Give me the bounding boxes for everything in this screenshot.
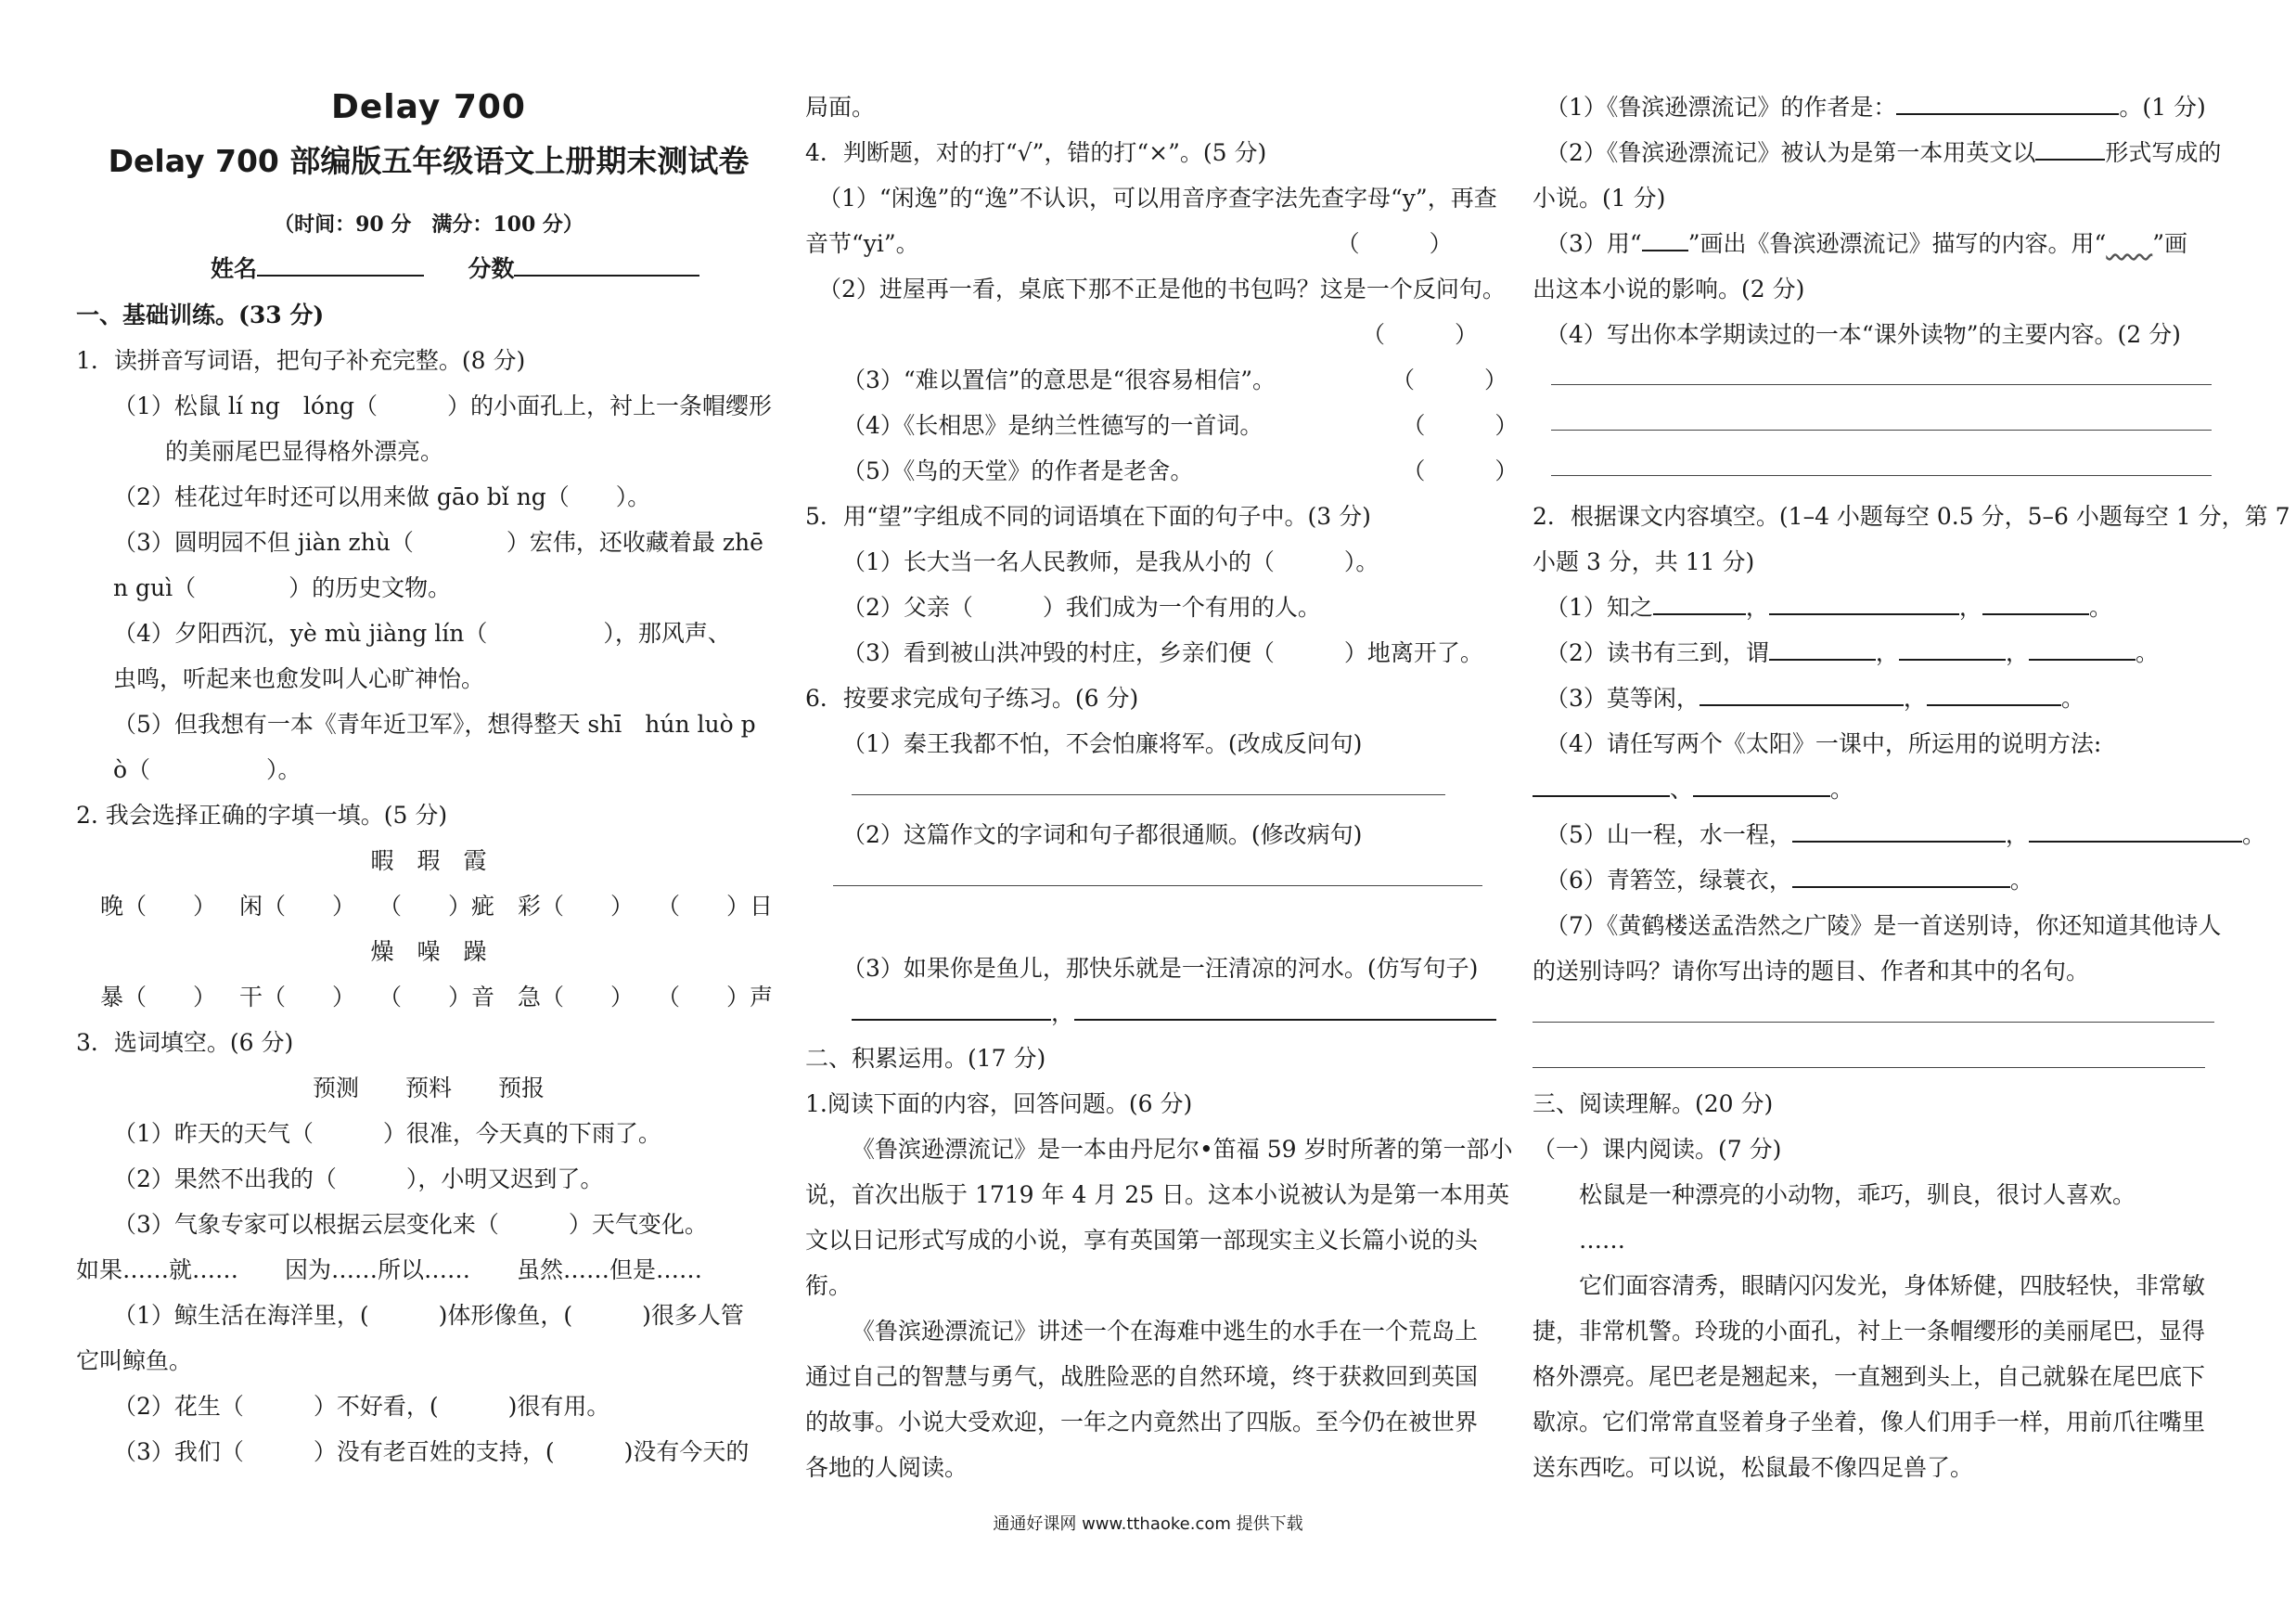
fill-q2: （2）读书有三到，谓 ， ， 。	[1546, 637, 2159, 670]
char-blank: 晚（ ）	[100, 893, 217, 920]
page-title: Delay 700	[331, 88, 526, 126]
answer-line[interactable]	[1551, 384, 2212, 385]
q4-item-2-answer[interactable]: （ ）	[1362, 321, 1479, 348]
q3b-item-1: （1）鲸生活在海洋里，( )体形像鱼，( )很多人管	[113, 1302, 744, 1329]
reading-q3-cont: 出这本小说的影响。(2 分)	[1533, 276, 1805, 303]
q6-item-3-answer: ，	[852, 997, 1496, 1030]
q4-item-4: （4）《长相思》是纳兰性德写的一首词。 （ ）	[842, 412, 1519, 439]
q6-answer-line-1[interactable]	[852, 794, 1445, 795]
passage-1-line-4: 衔。	[805, 1272, 853, 1299]
fill-blank[interactable]	[1769, 637, 1876, 661]
q1-item-1: （1）松鼠 lí ng lóng（ ）的小面孔上，衬上一条帽缨形	[113, 393, 773, 419]
score-field[interactable]	[514, 252, 699, 277]
q5-item-1: （1）长大当一名人民教师，是我从小的（ ）。	[842, 548, 1379, 575]
question-1-heading: 1．读拼音写词语，把句子补充完整。(8 分)	[76, 347, 526, 374]
answer-line[interactable]	[1533, 1067, 2205, 1068]
fill-q3: （3）莫等闲， ， 。	[1546, 682, 2084, 715]
fill-blank[interactable]	[1792, 818, 2006, 843]
question-6-heading: 6．按要求完成句子练习。(6 分)	[805, 685, 1139, 712]
fill-blank[interactable]	[1769, 591, 1959, 615]
char-blank: 干（ ）	[239, 984, 356, 1011]
exam-title: Delay 700 部编版五年级语文上册期末测试卷	[108, 143, 750, 179]
char-blank: 彩（ ）	[518, 893, 635, 920]
q4-item-1: （1）“闲逸”的“逸”不认识，可以用音序查字法先查字母“y”，再查	[818, 185, 1497, 212]
question-2-2-heading: 2．根据课文内容填空。(1–4 小题每空 0.5 分，5–6 小题每空 1 分，第 7	[1533, 503, 2290, 530]
author-blank[interactable]	[1896, 91, 2119, 115]
q6-item-1: （1）秦王我都不怕，不会怕廉将军。(改成反问句)	[842, 730, 1363, 757]
fill-blank[interactable]	[2029, 818, 2242, 843]
q3-item-1: （1）昨天的天气（ ）很准，今天真的下雨了。	[113, 1120, 661, 1147]
column-1	[76, 89, 781, 1538]
form-blank[interactable]	[2035, 136, 2105, 161]
exam-time-line: （时间：90 分 满分：100 分）	[274, 212, 584, 237]
fill-blank[interactable]	[1653, 591, 1746, 615]
fill-blank[interactable]	[1693, 773, 1830, 797]
footer-credit: 通通好课网 www.tthaoke.com 提供下载	[993, 1514, 1303, 1534]
score-label: 分数	[468, 255, 515, 282]
q1-item-5: （5）但我想有一本《青年近卫军》，想得整天 shī hún luò p	[113, 711, 756, 738]
q3b-item-3-cont: 局面。	[805, 94, 876, 121]
fill-q1: （1）知之 ， ， 。	[1546, 591, 2112, 624]
char-blank: 闲（ ）	[239, 893, 356, 920]
fill-blank[interactable]	[1899, 637, 2006, 661]
q5-item-2: （2）父亲（ ）我们成为一个有用的人。	[842, 594, 1321, 621]
q1-item-3-cont: n guì（ ）的历史文物。	[113, 574, 452, 601]
fill-q5: （5）山一程，水一程， ， 。	[1546, 818, 2265, 852]
reading-part-1-heading: （一）课内阅读。(7 分)	[1533, 1136, 1782, 1163]
reading-q4: （4）写出你本学期读过的一本“课外读物”的主要内容。(2 分)	[1546, 321, 2181, 348]
q4-item-5: （5）《鸟的天堂》的作者是老舍。 （ ）	[842, 457, 1519, 484]
reading-q2-cont: 小说。(1 分)	[1533, 185, 1666, 212]
q3-item-2: （2）果然不出我的（ ），小明又迟到了。	[113, 1165, 604, 1192]
q1-item-4-cont: 虫鸣，听起来也愈发叫人心旷神怡。	[113, 665, 485, 692]
reading-passage-line: 捷，非常机警。玲珑的小面孔，衬上一条帽缨形的美丽尾巴，显得	[1533, 1318, 2206, 1345]
q1-item-5-cont: ò（ ）。	[113, 756, 301, 783]
q3b-item-1-cont: 它叫鲸鱼。	[76, 1347, 193, 1374]
q3b-item-3: （3）我们（ ）没有老百姓的支持，( )没有今天的	[113, 1438, 750, 1465]
reading-q1: （1）《鲁滨逊漂流记》的作者是： 。(1 分)	[1546, 91, 2206, 124]
fill-blank[interactable]	[1533, 773, 1670, 797]
q6-item-3: （3）如果你是鱼儿，那快乐就是一汪清凉的河水。(仿写句子)	[842, 955, 1479, 982]
word-choices: 预测 预料 预报	[312, 1075, 545, 1101]
fill-blank[interactable]	[2029, 637, 2136, 661]
char-blank: （ ）声	[657, 984, 774, 1011]
reading-passage-ellipsis: ……	[1579, 1227, 1625, 1254]
q4-item-1-cont: 音节“yi”。 （ ）	[805, 230, 1453, 257]
column-2	[805, 89, 1519, 1538]
fill-blank[interactable]	[1927, 682, 2061, 706]
q4-item-2: （2）进屋再一看，桌底下那不正是他的书包吗？这是一个反问句。	[818, 276, 1506, 303]
answer-line[interactable]	[1533, 1022, 2214, 1023]
question-3-heading: 3．选词填空。(6 分)	[76, 1029, 294, 1056]
fill-blank[interactable]	[1792, 864, 2010, 888]
question-2-2-heading-cont: 小题 3 分，共 11 分)	[1533, 548, 1755, 575]
name-field[interactable]	[257, 252, 424, 277]
q1-item-2: （2）桂花过年时还可以用来做 gāo bǐ ng（ ）。	[113, 483, 651, 510]
fill-q7-cont: 的送别诗吗？请你写出诗的题目、作者和其中的名句。	[1533, 958, 2090, 985]
answer-line[interactable]	[1551, 475, 2212, 476]
passage-2-line-3: 的故事。小说大受欢迎，一年之内竟然出了四版。至今仍在被世界	[805, 1409, 1479, 1435]
reading-passage-line: 送东西吃。可以说，松鼠最不像四足兽了。	[1533, 1454, 1974, 1481]
q4-item-3: （3）“难以置信”的意思是“很容易相信”。 （ ）	[842, 367, 1508, 393]
fill-blank[interactable]	[1700, 682, 1904, 706]
passage-2-line-1: 《鲁滨逊漂流记》讲述一个在海难中逃生的水手在一个荒岛上	[852, 1318, 1479, 1345]
conjunction-choices: 如果……就…… 因为……所以…… 虽然……但是……	[76, 1256, 703, 1283]
straight-line-sample	[1642, 227, 1688, 251]
section-heading-1: 一、基础训练。(33 分)	[76, 302, 325, 328]
question-2-heading: 2. 我会选择正确的字填一填。(5 分)	[76, 802, 448, 829]
q6-item-2: （2）这篇作文的字词和句子都很通顺。(修改病句)	[842, 821, 1363, 848]
passage-1-line-3: 文以日记形式写成的小说，享有英国第一部现实主义长篇小说的头	[805, 1227, 1479, 1254]
q6-answer-line-2[interactable]	[833, 885, 1482, 886]
q6-answer-blank-a[interactable]	[852, 997, 1051, 1021]
reading-q2: （2）《鲁滨逊漂流记》被认为是第一本用英文以 形式写成的	[1546, 136, 2221, 170]
passage-1-line-2: 说，首次出版于 1719 年 4 月 25 日。这本小说被认为是第一本用英	[805, 1181, 1510, 1208]
char-group-2: 燥 噪 躁	[370, 938, 487, 965]
reading-q3: （3）用“ ”画出《鲁滨逊漂流记》描写的内容。用“ ”画	[1546, 227, 2187, 261]
q3-item-3: （3）气象专家可以根据云层变化来（ ）天气变化。	[113, 1211, 708, 1238]
question-5-heading: 5．用“望”字组成不同的词语填在下面的句子中。(3 分)	[805, 503, 1371, 530]
char-blank: 暴（ ）	[100, 984, 217, 1011]
question-2-1-heading: 1.阅读下面的内容，回答问题。(6 分)	[805, 1090, 1193, 1117]
char-blank: 急（ ）	[518, 984, 635, 1011]
reading-passage-line: 格外漂亮。尾巴老是翘起来，一直翘到头上，自己就躲在尾巴底下	[1533, 1363, 2206, 1390]
name-label: 姓名	[211, 255, 258, 282]
q1-item-4: （4）夕阳西沉，yè mù jiàng lín（ ），那风声、	[113, 620, 731, 647]
q3b-item-2: （2）花生（ ）不好看，( )很有用。	[113, 1393, 610, 1420]
fill-q4: （4）请任写两个《太阳》一课中，所运用的说明方法:	[1546, 730, 2102, 757]
char-blank: （ ）日	[657, 893, 774, 920]
q6-answer-blank-b[interactable]	[1074, 997, 1496, 1021]
q1-item-1-cont: 的美丽尾巴显得格外漂亮。	[165, 438, 444, 465]
fill-q7: （7）《黄鹤楼送孟浩然之广陵》是一首送别诗，你还知道其他诗人	[1546, 912, 2222, 939]
fill-q4-answer: 、 。	[1533, 773, 1853, 806]
char-group-1: 暇 瑕 霞	[370, 847, 487, 874]
fill-q6: （6）青箬笠，绿蓑衣， 。	[1546, 864, 2033, 897]
section-heading-2: 二、积累运用。(17 分)	[805, 1045, 1046, 1072]
name-score-line	[211, 252, 699, 286]
section-heading-3: 三、阅读理解。(20 分)	[1533, 1090, 1774, 1117]
char-blank: （ ）音	[378, 984, 495, 1011]
wavy-line-sample	[2106, 230, 2152, 257]
reading-passage-line: 它们面容清秀，眼睛闪闪发光，身体矫健，四肢轻快，非常敏	[1579, 1272, 2206, 1299]
column-3	[1533, 89, 2290, 1538]
reading-passage-line: 松鼠是一种漂亮的小动物，乖巧，驯良，很讨人喜欢。	[1579, 1181, 2136, 1208]
question-4-heading: 4．判断题，对的打“√”，错的打“×”。(5 分)	[805, 139, 1267, 166]
char-blank: （ ）疵	[378, 893, 495, 920]
answer-line[interactable]	[1551, 430, 2212, 431]
passage-2-line-4: 各地的人阅读。	[805, 1454, 968, 1481]
fill-blank[interactable]	[1982, 591, 2089, 615]
q5-item-3: （3）看到被山洪冲毁的村庄，乡亲们便（ ）地离开了。	[842, 639, 1483, 666]
reading-passage-line: 歇凉。它们常常直竖着身子坐着，像人们用手一样，用前爪往嘴里	[1533, 1409, 2206, 1435]
passage-2-line-2: 通过自己的智慧与勇气，战胜险恶的自然环境，终于获救回到英国	[805, 1363, 1479, 1390]
passage-1-line-1: 《鲁滨逊漂流记》是一本由丹尼尔•笛福 59 岁时所著的第一部小	[852, 1136, 1513, 1163]
q1-item-3: （3）圆明园不但 jiàn zhù（ ）宏伟，还收藏着最 zhē	[113, 529, 763, 556]
